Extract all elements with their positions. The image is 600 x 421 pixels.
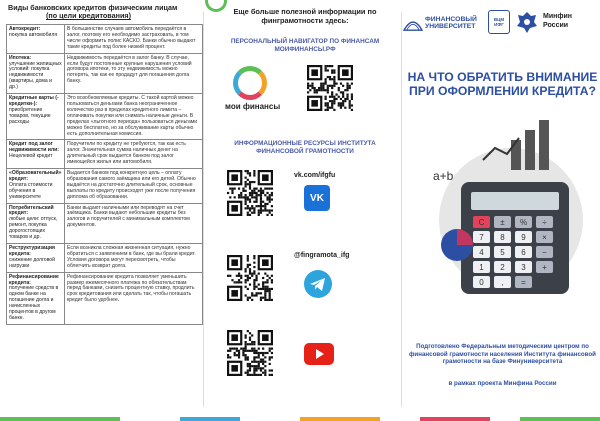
- cover-title: НА ЧТО ОБРАТИТЬ ВНИМАНИЕ ПРИ ОФОРМЛЕНИИ КРЕДИТА?: [407, 70, 598, 98]
- credit-type-name: Потребительский кредит:: [9, 204, 54, 217]
- fu-name-line1: ФИНАНСОВЫЙ: [425, 16, 477, 23]
- credit-type-purpose: улучшение жилищных условий: покупка недвижимости (квартиры, дома и др.): [9, 60, 62, 91]
- fu-name-line2: УНИВЕРСИТЕТ: [425, 23, 476, 30]
- minfin-emblem-icon: [516, 10, 538, 34]
- moi-finansy-logo[interactable]: [225, 66, 281, 114]
- bottom-stripe: [300, 417, 380, 421]
- minfin-label-line2: России: [543, 22, 569, 29]
- qr-icon: [227, 255, 273, 301]
- calc-key-label: −: [542, 248, 547, 257]
- qr-code-youtube[interactable]: [227, 330, 273, 376]
- credit-type-description: Банки выдают наличными или переводят на счет заёмщика. Банки выдают небольшие кредиты без залогов и поручителей с минимальным комплектом документов.: [65, 203, 203, 243]
- navigator-title: ПЕРСОНАЛЬНЫЙ НАВИГАТОР ПО ФИНАНСАМ МОИФИНАНСЫ.РФ: [230, 38, 380, 53]
- column-divider: [203, 12, 204, 407]
- credit-type-purpose: получение средств в одном банке на погашение долга и начисленных процентов в другом банке.: [9, 285, 59, 321]
- credit-type-cell: [7, 272, 65, 324]
- calc-key-label: 6: [521, 248, 526, 257]
- credit-type-name: Кредитные карты (-кредитки-):: [9, 95, 59, 107]
- credit-types-column: [6, 4, 203, 416]
- calc-key-label: 4: [479, 248, 484, 257]
- credit-type-cell: [7, 203, 65, 243]
- credit-type-name: Автокредит:: [9, 26, 41, 32]
- column-divider: [401, 12, 402, 407]
- credit-type-purpose: Оплата стоимости обучения в университете: [9, 181, 53, 200]
- credit-type-description: Если возникла сложная жизненная ситуация, нужно обратиться с заявлением в банк, где вы брали кредит. Условия договора могут пересмотреть, чтобы облегчить возврат долга.: [65, 244, 203, 273]
- credit-type-description: Выдается банком под конкретную цель – оплату образования самого заёмщика или его детей. Обычно выдаётся на достаточно длительный срок, основные выплаты по кредиту происходят уже после получения диплома об образовании.: [65, 169, 203, 204]
- bottom-stripe: [180, 417, 240, 421]
- credit-row: [7, 272, 203, 324]
- credit-row: [7, 244, 203, 273]
- credit-type-cell: [7, 244, 65, 273]
- calc-key-label: 1: [479, 263, 484, 272]
- credit-row: [7, 203, 203, 243]
- calc-key-label: 3: [521, 263, 526, 272]
- credit-type-purpose: покупка автомобиля: [9, 31, 58, 38]
- fu-name: [425, 16, 477, 30]
- prepared-by-text: Подготовлено Федеральным методическим центром по финансовой грамотности населения Института финансовой грамотности на базе Финуниверситета: [409, 343, 596, 366]
- calc-key-label: =: [521, 278, 526, 287]
- qr-icon: [227, 170, 273, 216]
- credit-type-purpose: снижение долговой нагрузки: [9, 256, 55, 269]
- bottom-stripe: [520, 417, 600, 421]
- credit-types-table: [6, 24, 203, 325]
- credit-types-subtitle: (по цели кредитования): [46, 11, 131, 20]
- minfin-label-line1: Минфин: [543, 13, 573, 20]
- calc-key-label: ±: [500, 218, 505, 227]
- credit-row: [7, 140, 203, 169]
- calc-key-label: 8: [500, 233, 505, 242]
- credit-type-description: Рефинансирование кредита позволяет уменьшить размер ежемесячного платежа по обязательствам перед банками, снизить процентную ставку, продлить срок кредитования или сделать так, чтобы погашать кредит было удобнее.: [65, 272, 203, 324]
- calculator-illustration: [423, 120, 593, 300]
- credit-types-title: Виды банковских кредитов физическим лицам: [8, 3, 178, 12]
- credit-type-name: Ипотека:: [9, 54, 32, 61]
- credit-row: [7, 169, 203, 204]
- qr-icon: [307, 65, 353, 111]
- bottom-stripe: [0, 417, 120, 421]
- resources-column: [205, 0, 400, 421]
- vk-icon[interactable]: VK: [304, 185, 330, 211]
- credit-type-name: Рефинансирование кредита:: [9, 273, 59, 286]
- youtube-icon[interactable]: [304, 343, 334, 365]
- credit-row: [7, 25, 203, 54]
- telegram-link[interactable]: @fingramota_ifg: [294, 252, 350, 259]
- fu-logo: [403, 14, 485, 34]
- fu-emblem-icon: [403, 14, 423, 32]
- moi-finansy-label: мои финансы: [225, 102, 281, 111]
- calc-key-label: 9: [521, 233, 526, 242]
- calc-key-label: %: [519, 218, 528, 227]
- credit-type-purpose: Нецелевой кредит: [9, 153, 53, 160]
- calc-key-label: ÷: [542, 218, 547, 227]
- vcm-logo: ВЦМ ИФГ: [488, 10, 510, 34]
- qr-code-moifinansy[interactable]: [307, 65, 353, 111]
- credit-type-cell: [7, 53, 65, 93]
- credit-type-description: Поручители по кредиту не требуются, так как есть залог. Значительная сумма наличных денег на длительный срок выдается банком под залог имеющейся жилья или автомобиля.: [65, 140, 203, 169]
- credit-type-name: Реструктуризация кредита:: [9, 245, 55, 257]
- more-info-header: Еще больше полезной информации по финграмотности здесь:: [233, 7, 377, 25]
- minfin-label: [543, 12, 572, 30]
- calc-key-label: 0: [479, 278, 484, 287]
- formula-text: a+b: [433, 169, 454, 183]
- credit-row: [7, 53, 203, 93]
- credit-type-description: В большинстве случаев автомобиль передаётся в залог, поэтому его необходимо застраховать, в том числе оформить полис КАСКО. Банки обычно выдают такие кредиты под более низкий процент.: [65, 25, 203, 54]
- qr-code-telegram[interactable]: [227, 255, 273, 301]
- calc-key-label: ×: [542, 233, 547, 242]
- credit-type-name: «Образовательный» кредит:: [9, 170, 62, 182]
- calc-key-label: C: [478, 218, 485, 227]
- decor-ring-icon: [205, 0, 227, 12]
- bottom-stripe: [420, 417, 490, 421]
- qr-icon: [227, 330, 273, 376]
- credit-type-description: Это возобновляемые кредиты. С такой картой можно пользоваться деньгами банка неограниченное количество раз в пределах кредитного лимита – оплачивать покупки или снимать наличные деньги. В пределах «льготного периода» пользоваться деньгами можно бесплатно, но за обслуживание карты обычно есть дополнительная комиссия.: [65, 94, 203, 140]
- moi-finansy-ring-icon: [233, 66, 267, 100]
- calc-key-label: ,: [501, 278, 504, 287]
- calc-key-label: 2: [500, 263, 505, 272]
- credit-type-cell: [7, 25, 65, 54]
- credit-type-name: Кредит под залог недвижимости или:: [9, 141, 59, 154]
- calc-key-label: 5: [500, 248, 505, 257]
- calc-key-label: 7: [479, 233, 484, 242]
- telegram-icon[interactable]: [304, 270, 332, 298]
- credit-type-cell: [7, 140, 65, 169]
- credit-row: [7, 94, 203, 140]
- qr-code-vk[interactable]: [227, 170, 273, 216]
- credit-type-description: Недвижимость передаётся в залог банку. В случае, если будут постоянные крупные нарушения условий договора ипотеки, то эту недвижимость можно потерять, так как ее продадут для погашения долга банку.: [65, 53, 203, 93]
- resources-title: ИНФОРМАЦИОННЫЕ РЕСУРСЫ ИНСТИТУТА ФИНАНСОВОЙ ГРАМОТНОСТИ: [234, 140, 376, 155]
- credit-type-cell: [7, 169, 65, 204]
- credit-type-purpose: приобретение товаров, текущие расходы: [9, 106, 51, 125]
- calc-key-label: +: [542, 263, 547, 272]
- vk-link[interactable]: vk.com/ifgfu: [294, 172, 336, 179]
- credit-type-cell: [7, 94, 65, 140]
- calculator-illustration-icon: [423, 120, 593, 300]
- cover-column: [403, 0, 600, 421]
- project-text: в рамках проекта Минфина России: [448, 380, 557, 387]
- credit-type-purpose: любые цели: отпуск, ремонт, покупка дорогостоящих товаров и др.: [9, 216, 58, 241]
